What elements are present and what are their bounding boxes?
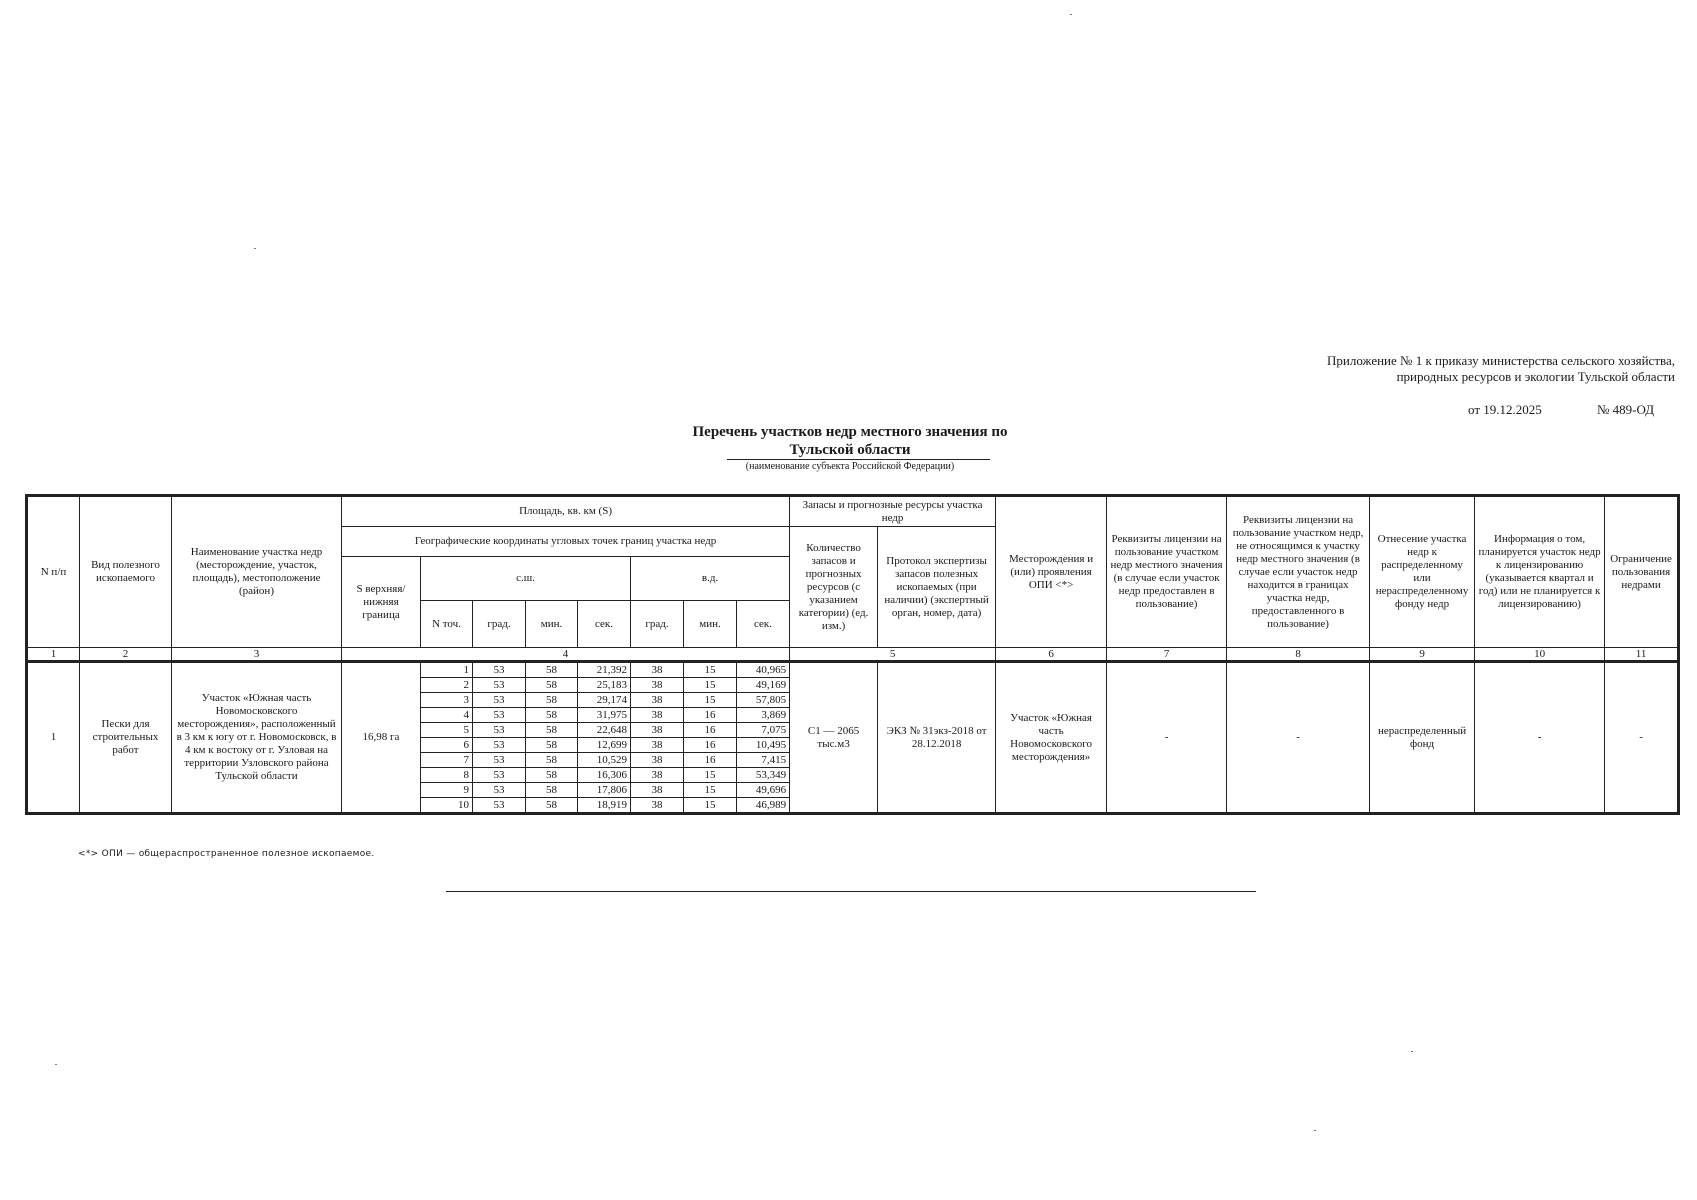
row-number: 1 [27,662,80,814]
point-number: 10 [421,798,473,814]
lat-degrees: 53 [473,678,526,693]
mineral-type: Пески для строительных работ [80,662,172,814]
table-row [27,662,1679,678]
header-lon-min: мин. [684,601,737,648]
lon-degrees: 38 [631,768,684,783]
license-other: - [1227,662,1370,814]
point-number: 2 [421,678,473,693]
point-number: 8 [421,768,473,783]
lat-minutes: 58 [526,678,578,693]
lon-minutes: 15 [684,678,737,693]
lon-minutes: 16 [684,708,737,723]
header-area-group: Площадь, кв. км (S) [342,496,790,527]
lon-degrees: 38 [631,798,684,814]
header-reserves-qty: Количество запасов и прогнозных ресурсов (с указанием категории) (ед. изм.) [790,527,878,648]
lat-seconds: 17,806 [578,783,631,798]
point-number: 1 [421,662,473,678]
lon-minutes: 15 [684,768,737,783]
lat-degrees: 53 [473,708,526,723]
header-coords-group: Географические координаты угловых точек границ участка недр [342,527,790,557]
order-date: от 19.12.2025 [1468,402,1542,417]
header-lat-min: мин. [526,601,578,648]
lat-seconds: 31,975 [578,708,631,723]
lat-degrees: 53 [473,723,526,738]
lon-degrees: 38 [631,708,684,723]
lat-degrees: 53 [473,738,526,753]
lon-degrees: 38 [631,662,684,678]
lon-minutes: 16 [684,753,737,768]
lon-degrees: 38 [631,693,684,708]
point-number: 7 [421,753,473,768]
site-name: Участок «Южная часть Новомосковского месторождения», расположенный в 3 км к югу от г. Новомосковск, в 4 км к востоку от г. Узловая на территории Узловского района Тульской области [172,662,342,814]
column-number: 9 [1370,648,1475,662]
lon-minutes: 16 [684,738,737,753]
license-local: - [1107,662,1227,814]
lat-seconds: 21,392 [578,662,631,678]
lat-seconds: 12,699 [578,738,631,753]
point-number: 6 [421,738,473,753]
footnote: <*> ОПИ — общераспространенное полезное ископаемое. [78,849,375,859]
lon-seconds: 53,349 [737,768,790,783]
header-mineral: Вид полезного ископаемого [80,496,172,648]
header-fund: Отнесение участка недр к распределенному или нераспределенному фонду недр [1370,496,1475,648]
site-area: 16,98 га [342,662,421,814]
lat-seconds: 25,183 [578,678,631,693]
document-title: Перечень участков недр местного значения по [692,424,1008,440]
lat-seconds: 29,174 [578,693,631,708]
lat-minutes: 58 [526,753,578,768]
lat-minutes: 58 [526,708,578,723]
header-latitude: с.ш. [421,557,631,601]
column-number: 7 [1107,648,1227,662]
deposit-name: Участок «Южная часть Новомосковского месторождения» [996,662,1107,814]
lon-seconds: 3,869 [737,708,790,723]
subsoil-register-table [25,494,1680,815]
order-number: № 489-ОД [1597,402,1655,417]
lon-seconds: 40,965 [737,662,790,678]
lat-minutes: 58 [526,723,578,738]
header-lat-sec: сек. [578,601,631,648]
header-site-name: Наименование участка недр (месторождение, участок, площадь), местоположение (район) [172,496,342,648]
header-restriction: Ограничение пользования недрами [1605,496,1679,648]
reserves-quantity: С1 — 2065 тыс.м3 [790,662,878,814]
lat-minutes: 58 [526,662,578,678]
lat-minutes: 58 [526,798,578,814]
header-s-bound: S верхняя/ нижняя граница [342,557,421,648]
column-number: 2 [80,648,172,662]
point-number: 3 [421,693,473,708]
column-number: 5 [790,648,996,662]
lon-minutes: 16 [684,723,737,738]
lat-minutes: 58 [526,738,578,753]
header-reserves-group: Запасы и прогнозные ресурсы участка недр [790,496,996,527]
header-reserves-protocol: Протокол экспертизы запасов полезных ископаемых (при наличии) (экспертный орган, номер, дата) [878,527,996,648]
lon-minutes: 15 [684,662,737,678]
lat-seconds: 10,529 [578,753,631,768]
header-deposits: Месторождения и (или) проявления ОПИ <*> [996,496,1107,648]
scan-speck [254,248,256,249]
column-number: 11 [1605,648,1679,662]
reserves-protocol: ЭКЗ № 31экз-2018 от 28.12.2018 [878,662,996,814]
region-name: Тульской области [789,442,911,458]
lat-minutes: 58 [526,783,578,798]
end-rule [446,891,1256,892]
lat-degrees: 53 [473,753,526,768]
header-longitude: в.д. [631,557,790,601]
region-hint: (наименование субъекта Российской Федерации) [745,461,955,472]
lon-minutes: 15 [684,693,737,708]
column-number: 10 [1475,648,1605,662]
lon-seconds: 46,989 [737,798,790,814]
lon-seconds: 10,495 [737,738,790,753]
scan-speck [55,1064,57,1065]
appendix-line-2: природных ресурсов и экологии Тульской области [1396,369,1675,384]
point-number: 5 [421,723,473,738]
header-lat-deg: град. [473,601,526,648]
fund-status: нераспределенный фонд [1370,662,1475,814]
lon-minutes: 15 [684,783,737,798]
lat-seconds: 22,648 [578,723,631,738]
column-number: 8 [1227,648,1370,662]
header-lon-deg: град. [631,601,684,648]
lat-degrees: 53 [473,783,526,798]
appendix-line-1: Приложение № 1 к приказу министерства сельского хозяйства, [1327,353,1675,368]
lat-minutes: 58 [526,693,578,708]
header-license-other: Реквизиты лицензии на пользование участком недр, не относящимся к участку недр местного значения (в случае если участок недр находится в границах участка недр, предоставленного в пользование) [1227,496,1370,648]
lon-seconds: 57,805 [737,693,790,708]
column-number: 6 [996,648,1107,662]
lon-seconds: 7,075 [737,723,790,738]
lat-minutes: 58 [526,768,578,783]
appendix-caption [1327,353,1675,385]
lon-seconds: 49,696 [737,783,790,798]
point-number: 4 [421,708,473,723]
lon-degrees: 38 [631,783,684,798]
licensing-plan: - [1475,662,1605,814]
lon-degrees: 38 [631,738,684,753]
lat-seconds: 16,306 [578,768,631,783]
scan-speck [1411,1051,1413,1052]
lon-degrees: 38 [631,678,684,693]
region-underline [727,459,990,460]
lat-degrees: 53 [473,798,526,814]
header-licensing-info: Информация о том, планируется участок недр к лицензированию (указывается квартал и год) или не планируется к лицензированию) [1475,496,1605,648]
lat-degrees: 53 [473,693,526,708]
lat-degrees: 53 [473,662,526,678]
column-number: 1 [27,648,80,662]
usage-restriction: - [1605,662,1679,814]
lon-seconds: 7,415 [737,753,790,768]
lat-degrees: 53 [473,768,526,783]
lon-seconds: 49,169 [737,678,790,693]
column-number: 3 [172,648,342,662]
column-number: 4 [342,648,790,662]
header-num: N п/п [27,496,80,648]
lon-degrees: 38 [631,753,684,768]
header-lon-sec: сек. [737,601,790,648]
header-point-no: N точ. [421,601,473,648]
lat-seconds: 18,919 [578,798,631,814]
scan-speck [1070,14,1072,15]
lon-minutes: 15 [684,798,737,814]
header-license-local: Реквизиты лицензии на пользование участком недр местного значения (в случае если участок недр предоставлен в пользование) [1107,496,1227,648]
scan-speck [1314,1130,1316,1131]
point-number: 9 [421,783,473,798]
lon-degrees: 38 [631,723,684,738]
